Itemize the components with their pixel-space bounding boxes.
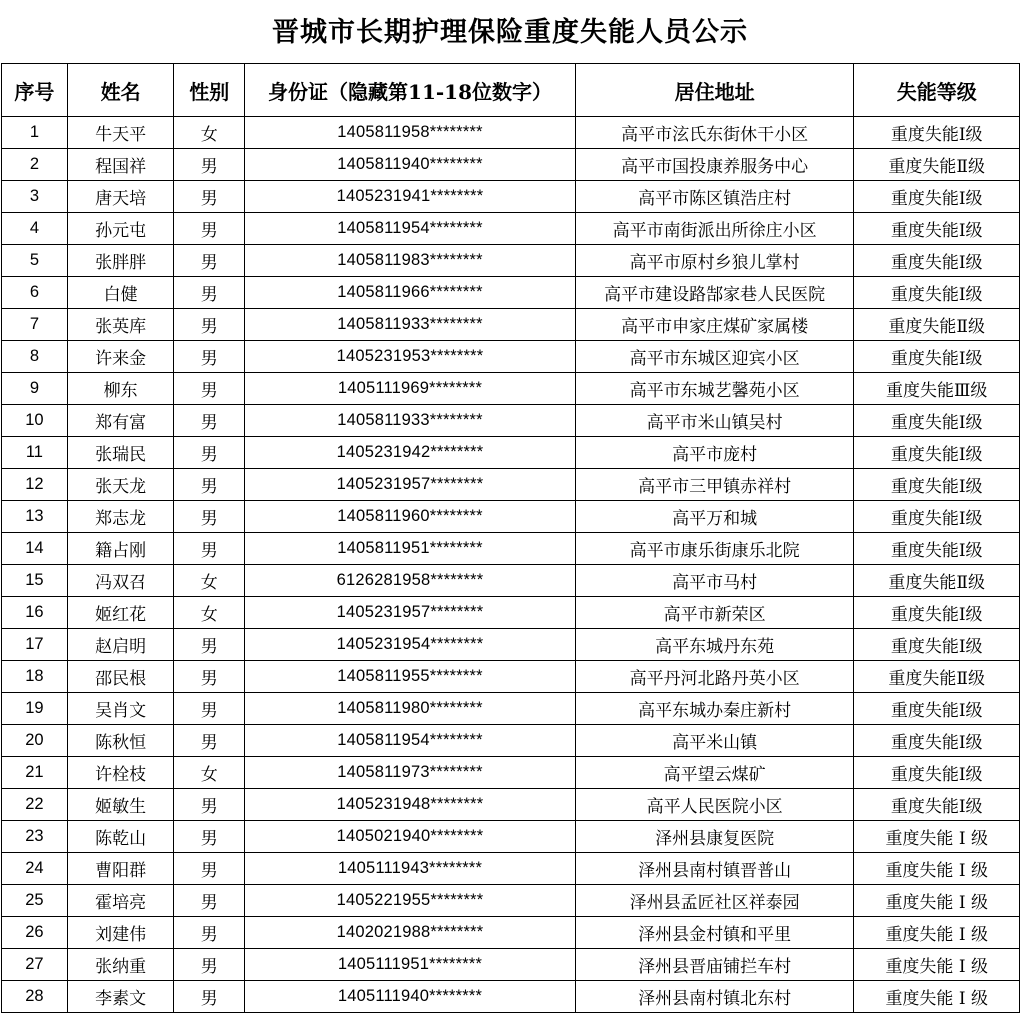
cell-id-card: 6126281958********: [245, 565, 576, 597]
table-row: [2, 789, 1020, 821]
cell-id-card: 1405111940********: [245, 981, 576, 1013]
header-address: 居住地址: [575, 64, 854, 117]
cell-id-card: 1405111969********: [245, 373, 576, 405]
table-row: [2, 565, 1020, 597]
cell-disability-level: 重度失能Ⅰ级: [854, 789, 1020, 821]
cell-address: 高平市康乐街康乐北院: [575, 533, 854, 565]
cell-address: 高平市国投康养服务中心: [575, 149, 854, 181]
table-row: [2, 661, 1020, 693]
cell-name: 张纳重: [67, 949, 174, 981]
table-header-row: [2, 64, 1020, 117]
cell-disability-level: 重度失能 Ⅰ 级: [854, 821, 1020, 853]
cell-disability-level: 重度失能Ⅰ级: [854, 757, 1020, 789]
cell-id-card: 1405811960********: [245, 501, 576, 533]
cell-id-card: 1405221955********: [245, 885, 576, 917]
cell-serial: 4: [2, 213, 68, 245]
table-row: [2, 917, 1020, 949]
cell-gender: 男: [174, 949, 245, 981]
table-row: [2, 501, 1020, 533]
cell-gender: 男: [174, 725, 245, 757]
cell-address: 泽州县晋庙铺拦车村: [575, 949, 854, 981]
cell-disability-level: 重度失能 Ⅰ 级: [854, 917, 1020, 949]
cell-id-card: 1405811940********: [245, 149, 576, 181]
cell-id-card: 1405811933********: [245, 309, 576, 341]
table-row: [2, 949, 1020, 981]
cell-serial: 19: [2, 693, 68, 725]
cell-address: 高平市原村乡狼儿掌村: [575, 245, 854, 277]
table-row: [2, 149, 1020, 181]
cell-gender: 女: [174, 117, 245, 149]
table-row: [2, 693, 1020, 725]
header-serial: 序号: [2, 64, 68, 117]
cell-name: 张英库: [67, 309, 174, 341]
cell-id-card: 1405111943********: [245, 853, 576, 885]
header-disability-level: 失能等级: [854, 64, 1020, 117]
cell-serial: 1: [2, 117, 68, 149]
cell-gender: 男: [174, 181, 245, 213]
cell-address: 泽州县康复医院: [575, 821, 854, 853]
cell-disability-level: 重度失能Ⅱ级: [854, 309, 1020, 341]
cell-address: 泽州县金村镇和平里: [575, 917, 854, 949]
cell-name: 白健: [67, 277, 174, 309]
cell-serial: 12: [2, 469, 68, 501]
table-row: [2, 757, 1020, 789]
cell-gender: 女: [174, 597, 245, 629]
cell-serial: 24: [2, 853, 68, 885]
cell-address: 高平市庞村: [575, 437, 854, 469]
cell-id-card: 1405231948********: [245, 789, 576, 821]
table-row: [2, 981, 1020, 1013]
cell-id-card: 1402021988********: [245, 917, 576, 949]
cell-address: 高平市申家庄煤矿家属楼: [575, 309, 854, 341]
cell-id-card: 1405811951********: [245, 533, 576, 565]
cell-gender: 女: [174, 565, 245, 597]
cell-address: 高平市马村: [575, 565, 854, 597]
cell-address: 泽州县南村镇北东村: [575, 981, 854, 1013]
cell-name: 李素文: [67, 981, 174, 1013]
cell-address: 高平市东城区迎宾小区: [575, 341, 854, 373]
cell-address: 高平望云煤矿: [575, 757, 854, 789]
cell-disability-level: 重度失能Ⅰ级: [854, 629, 1020, 661]
cell-name: 邵民根: [67, 661, 174, 693]
cell-name: 许栓枝: [67, 757, 174, 789]
cell-name: 冯双召: [67, 565, 174, 597]
cell-id-card: 1405231957********: [245, 597, 576, 629]
table-row: [2, 309, 1020, 341]
cell-address: 高平市陈区镇浩庄村: [575, 181, 854, 213]
cell-address: 泽州县南村镇晋普山: [575, 853, 854, 885]
cell-gender: 男: [174, 437, 245, 469]
cell-disability-level: 重度失能Ⅰ级: [854, 693, 1020, 725]
cell-disability-level: 重度失能Ⅰ级: [854, 213, 1020, 245]
cell-disability-level: 重度失能Ⅰ级: [854, 725, 1020, 757]
cell-disability-level: 重度失能 Ⅰ 级: [854, 949, 1020, 981]
cell-gender: 男: [174, 341, 245, 373]
cell-name: 姬红花: [67, 597, 174, 629]
cell-serial: 8: [2, 341, 68, 373]
cell-name: 孙元屯: [67, 213, 174, 245]
cell-gender: 男: [174, 213, 245, 245]
table-row: [2, 277, 1020, 309]
cell-name: 张胖胖: [67, 245, 174, 277]
table-row: [2, 533, 1020, 565]
table-row: [2, 725, 1020, 757]
cell-serial: 18: [2, 661, 68, 693]
cell-serial: 5: [2, 245, 68, 277]
cell-name: 程国祥: [67, 149, 174, 181]
cell-id-card: 1405231957********: [245, 469, 576, 501]
cell-disability-level: 重度失能Ⅰ级: [854, 469, 1020, 501]
cell-address: 泽州县孟匠社区祥泰园: [575, 885, 854, 917]
cell-name: 吴肖文: [67, 693, 174, 725]
cell-name: 曹阳群: [67, 853, 174, 885]
cell-id-card: 1405231941********: [245, 181, 576, 213]
cell-gender: 男: [174, 277, 245, 309]
cell-address: 高平东城办秦庄新村: [575, 693, 854, 725]
cell-gender: 男: [174, 885, 245, 917]
cell-serial: 2: [2, 149, 68, 181]
cell-name: 牛天平: [67, 117, 174, 149]
cell-disability-level: 重度失能 Ⅰ 级: [854, 981, 1020, 1013]
cell-name: 籍占刚: [67, 533, 174, 565]
table-row: [2, 853, 1020, 885]
cell-address: 高平米山镇: [575, 725, 854, 757]
cell-id-card: 1405231953********: [245, 341, 576, 373]
cell-name: 柳东: [67, 373, 174, 405]
cell-gender: 男: [174, 693, 245, 725]
table-row: [2, 117, 1020, 149]
table-row: [2, 437, 1020, 469]
header-name: 姓名: [67, 64, 174, 117]
cell-name: 唐天培: [67, 181, 174, 213]
table-row: [2, 885, 1020, 917]
cell-id-card: 1405231954********: [245, 629, 576, 661]
cell-serial: 14: [2, 533, 68, 565]
table-row: [2, 181, 1020, 213]
cell-name: 刘建伟: [67, 917, 174, 949]
cell-id-card: 1405811983********: [245, 245, 576, 277]
cell-gender: 男: [174, 405, 245, 437]
cell-serial: 17: [2, 629, 68, 661]
cell-serial: 25: [2, 885, 68, 917]
cell-gender: 男: [174, 373, 245, 405]
cell-name: 郑志龙: [67, 501, 174, 533]
cell-address: 高平市米山镇吴村: [575, 405, 854, 437]
cell-serial: 16: [2, 597, 68, 629]
table-row: [2, 341, 1020, 373]
cell-name: 陈秋恒: [67, 725, 174, 757]
cell-disability-level: 重度失能 Ⅰ 级: [854, 885, 1020, 917]
cell-serial: 15: [2, 565, 68, 597]
cell-gender: 男: [174, 981, 245, 1013]
cell-serial: 9: [2, 373, 68, 405]
document-title: 晋城市长期护理保险重度失能人员公示: [272, 17, 748, 48]
cell-disability-level: 重度失能Ⅰ级: [854, 341, 1020, 373]
cell-address: 高平人民医院小区: [575, 789, 854, 821]
cell-address: 高平东城丹东苑: [575, 629, 854, 661]
cell-gender: 男: [174, 469, 245, 501]
cell-disability-level: 重度失能Ⅲ级: [854, 373, 1020, 405]
header-id-card: 身份证（隐藏第11-18位数字）: [245, 64, 576, 117]
cell-name: 赵启明: [67, 629, 174, 661]
cell-name: 许来金: [67, 341, 174, 373]
cell-serial: 6: [2, 277, 68, 309]
cell-address: 高平市建设路郜家巷人民医院: [575, 277, 854, 309]
cell-gender: 男: [174, 629, 245, 661]
cell-id-card: 1405811955********: [245, 661, 576, 693]
cell-address: 高平市泫氏东街休干小区: [575, 117, 854, 149]
cell-serial: 7: [2, 309, 68, 341]
cell-disability-level: 重度失能Ⅰ级: [854, 245, 1020, 277]
cell-name: 陈乾山: [67, 821, 174, 853]
cell-serial: 10: [2, 405, 68, 437]
cell-name: 霍培亮: [67, 885, 174, 917]
cell-disability-level: 重度失能Ⅱ级: [854, 149, 1020, 181]
cell-gender: 男: [174, 917, 245, 949]
cell-disability-level: 重度失能Ⅰ级: [854, 533, 1020, 565]
cell-id-card: 1405021940********: [245, 821, 576, 853]
cell-disability-level: 重度失能Ⅰ级: [854, 277, 1020, 309]
cell-disability-level: 重度失能Ⅱ级: [854, 565, 1020, 597]
cell-gender: 男: [174, 245, 245, 277]
cell-address: 高平丹河北路丹英小区: [575, 661, 854, 693]
cell-address: 高平市新荣区: [575, 597, 854, 629]
cell-id-card: 1405231942********: [245, 437, 576, 469]
cell-id-card: 1405811966********: [245, 277, 576, 309]
cell-address: 高平市南街派出所徐庄小区: [575, 213, 854, 245]
table-row: [2, 373, 1020, 405]
cell-gender: 男: [174, 501, 245, 533]
cell-disability-level: 重度失能Ⅰ级: [854, 117, 1020, 149]
cell-serial: 27: [2, 949, 68, 981]
table-row: [2, 629, 1020, 661]
cell-disability-level: 重度失能 Ⅰ 级: [854, 853, 1020, 885]
cell-gender: 男: [174, 789, 245, 821]
cell-disability-level: 重度失能Ⅰ级: [854, 405, 1020, 437]
cell-disability-level: 重度失能Ⅰ级: [854, 597, 1020, 629]
data-table: [1, 63, 1020, 1013]
cell-disability-level: 重度失能Ⅰ级: [854, 181, 1020, 213]
table-row: [2, 405, 1020, 437]
cell-name: 张天龙: [67, 469, 174, 501]
cell-id-card: 1405811954********: [245, 213, 576, 245]
cell-gender: 男: [174, 149, 245, 181]
table-row: [2, 213, 1020, 245]
cell-serial: 13: [2, 501, 68, 533]
cell-serial: 21: [2, 757, 68, 789]
cell-serial: 3: [2, 181, 68, 213]
cell-disability-level: 重度失能Ⅰ级: [854, 437, 1020, 469]
cell-gender: 男: [174, 533, 245, 565]
cell-id-card: 1405111951********: [245, 949, 576, 981]
cell-serial: 28: [2, 981, 68, 1013]
cell-serial: 11: [2, 437, 68, 469]
cell-gender: 男: [174, 853, 245, 885]
cell-serial: 23: [2, 821, 68, 853]
cell-address: 高平市东城艺馨苑小区: [575, 373, 854, 405]
cell-id-card: 1405811958********: [245, 117, 576, 149]
table-row: [2, 821, 1020, 853]
table-row: [2, 469, 1020, 501]
cell-disability-level: 重度失能Ⅱ级: [854, 661, 1020, 693]
cell-serial: 20: [2, 725, 68, 757]
cell-name: 姬敏生: [67, 789, 174, 821]
cell-id-card: 1405811933********: [245, 405, 576, 437]
cell-disability-level: 重度失能Ⅰ级: [854, 501, 1020, 533]
table-body: [2, 117, 1020, 1013]
cell-address: 高平市三甲镇赤祥村: [575, 469, 854, 501]
table-row: [2, 597, 1020, 629]
cell-name: 郑有富: [67, 405, 174, 437]
cell-id-card: 1405811980********: [245, 693, 576, 725]
cell-gender: 女: [174, 757, 245, 789]
cell-address: 高平万和城: [575, 501, 854, 533]
cell-serial: 22: [2, 789, 68, 821]
cell-serial: 26: [2, 917, 68, 949]
cell-gender: 男: [174, 309, 245, 341]
cell-id-card: 1405811973********: [245, 757, 576, 789]
cell-name: 张瑞民: [67, 437, 174, 469]
cell-gender: 男: [174, 661, 245, 693]
cell-gender: 男: [174, 821, 245, 853]
header-gender: 性别: [174, 64, 245, 117]
table-row: [2, 245, 1020, 277]
cell-id-card: 1405811954********: [245, 725, 576, 757]
